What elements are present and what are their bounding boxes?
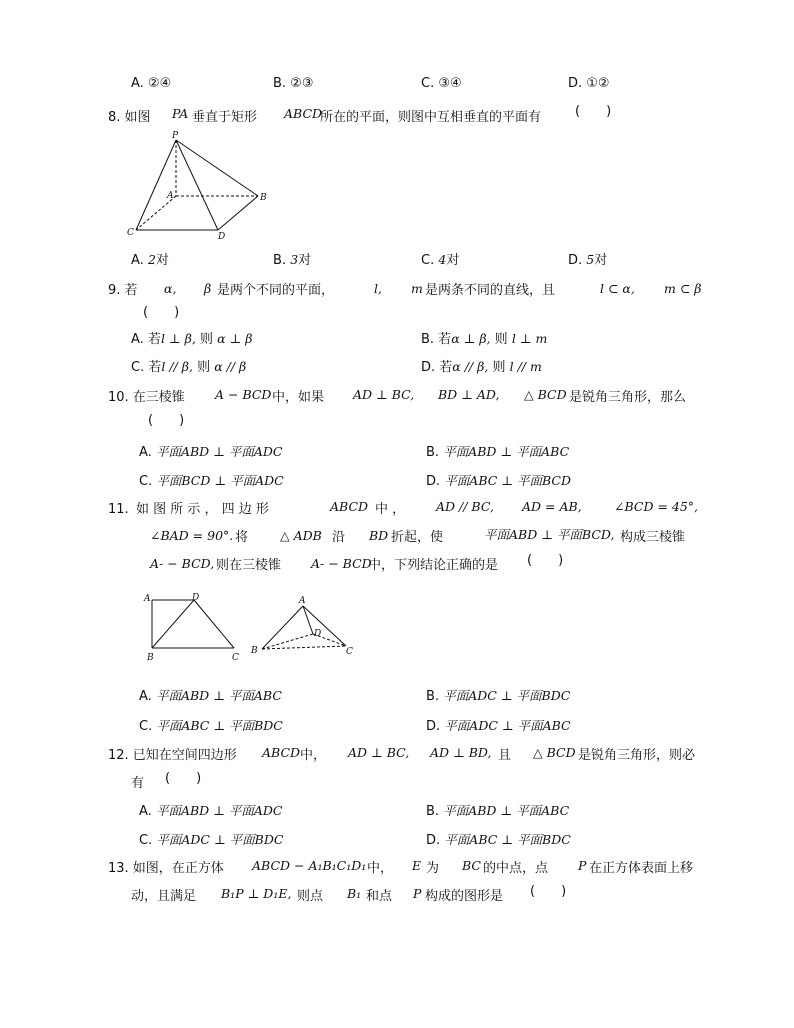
q13-math-p: P	[578, 858, 587, 873]
label-b: B	[251, 646, 258, 656]
q9-math-m-in-beta: m ⊂ β	[664, 281, 702, 296]
label-a: A	[144, 594, 151, 604]
q11-math-abcd: ABCD	[330, 499, 369, 514]
q13-math-b1: B₁	[347, 886, 362, 901]
edge-db	[218, 196, 258, 230]
q10-text-2: 是锐角三角形，那么	[569, 390, 687, 405]
q12-number: 12. 已知在空间四边形	[108, 748, 237, 763]
q13-text-2: 为	[426, 861, 440, 876]
label-a: A	[167, 191, 174, 201]
q9-text-2: 是两条不同的直线，且	[425, 283, 556, 298]
q12-option-c: C. 平面ADC ⊥ 平面BDC	[139, 832, 284, 848]
q11-answer-paren: ( )	[527, 553, 564, 568]
label-d: D	[218, 232, 226, 242]
q11-option-a: A. 平面ABD ⊥ 平面ABC	[139, 688, 282, 704]
q7-option-a: A. ②④	[131, 76, 172, 91]
q8-option-b: B. 3对	[273, 252, 312, 268]
q13-math-bc: BC	[462, 858, 481, 873]
q10-math-bcd: △ BCD	[524, 387, 567, 402]
q13-text-8: 构成的图形是	[425, 889, 504, 904]
q9-math-l-in-alpha: l ⊂ α,	[600, 281, 635, 296]
q9-option-b: B. 若α ⊥ β, 则 l ⊥ m	[421, 331, 548, 347]
q12-option-b: B. 平面ABD ⊥ 平面ABC	[426, 803, 570, 819]
q9-text: 是两个不同的平面，	[217, 283, 335, 298]
q13-number: 13. 如图，在正方体	[108, 861, 224, 876]
q9-answer-paren: ( )	[143, 305, 180, 320]
q10-math-ad-bc: AD ⊥ BC,	[353, 387, 415, 402]
q11-math-pyramid-2: A- − BCD	[311, 556, 372, 571]
label-b: B	[260, 193, 267, 203]
q11-math-pyramid: A- − BCD,	[150, 556, 215, 571]
q11-math-bd: BD	[369, 528, 389, 543]
q11-number: 11.	[108, 502, 129, 517]
q13-text: 中，	[367, 861, 394, 876]
q8-option-c: C. 4对	[421, 252, 460, 268]
q11-text-4: 沿	[332, 530, 346, 545]
q11-text: 如 图 所 示 ， 四 边 形	[136, 502, 269, 517]
q11-math-ad-ab: AD = AB,	[522, 499, 582, 514]
q9-math-m: m	[411, 281, 423, 296]
q7-option-d: D. ①②	[568, 76, 610, 91]
q12-text-4: 有	[131, 776, 145, 791]
edge-pb	[176, 140, 258, 196]
q13-math-cube: ABCD − A₁B₁C₁D₁	[252, 858, 367, 873]
q8-math-pa: PA	[172, 106, 189, 121]
label-d: D	[192, 593, 200, 603]
q8-text: 垂直于矩形	[192, 110, 258, 125]
label-d: D	[314, 629, 322, 639]
q10-text: 中，如果	[272, 390, 325, 405]
q13-math-p-2: P	[413, 886, 422, 901]
q12-text-2: 且	[498, 748, 512, 763]
q9-option-d: D. 若α // β, 则 l // m	[421, 359, 542, 375]
q8-option-a: A. 2对	[131, 252, 169, 268]
q11-figure-folded-pyramid	[248, 592, 363, 662]
q10-math-pyramid: A − BCD	[215, 387, 272, 402]
label-p: P	[172, 131, 179, 141]
q13-text-5: 动，且满足	[131, 889, 197, 904]
q8-answer-paren: ( )	[575, 104, 612, 119]
q7-option-c: C. ③④	[421, 76, 462, 91]
q13-text-3: 的中点，点	[483, 861, 549, 876]
q12-math-abcd: ABCD	[262, 745, 301, 760]
q11-math-planes: 平面ABD ⊥ 平面BCD,	[484, 527, 615, 542]
q10-number: 10. 在三棱锥	[108, 390, 185, 405]
q10-option-a: A. 平面ABD ⊥ 平面ADC	[139, 444, 283, 460]
q7-option-b: B. ②③	[273, 76, 314, 91]
q11-math-adb: △ ADB	[280, 528, 322, 543]
q13-text-7: 和点	[366, 889, 393, 904]
q12-text-3: 是锐角三角形，则必	[578, 748, 696, 763]
label-b: B	[147, 653, 154, 663]
q11-figure-quadrilateral	[142, 590, 242, 665]
q11-option-c: C. 平面ABC ⊥ 平面BDC	[139, 718, 283, 734]
q13-text-6: 则点	[297, 889, 324, 904]
q9-option-a: A. 若l ⊥ β, 则 α ⊥ β	[131, 331, 253, 347]
q8-number: 8. 如图	[108, 110, 151, 125]
q11-option-b: B. 平面ADC ⊥ 平面BDC	[426, 688, 571, 704]
q11-math-angle-bad: ∠BAD = 90°.	[150, 528, 234, 543]
q11-text-7: 则在三棱锥	[216, 558, 282, 573]
q8-figure-pyramid	[126, 130, 272, 242]
q13-text-4: 在正方体表面上移	[589, 861, 694, 876]
label-c: C	[346, 647, 353, 657]
q11-text-2: 中 ，	[375, 502, 406, 517]
q13-answer-paren: ( )	[530, 884, 567, 899]
q9-option-c: C. 若l // β, 则 α // β	[131, 359, 247, 375]
q10-option-c: C. 平面BCD ⊥ 平面ADC	[139, 473, 284, 489]
q11-option-d: D. 平面ADC ⊥ 平面ABC	[426, 718, 571, 734]
q9-math-beta: β	[204, 281, 212, 296]
q11-text-5: 折起，使	[391, 530, 444, 545]
q10-math-bd-ad: BD ⊥ AD,	[438, 387, 500, 402]
q8-option-d: D. 5对	[568, 252, 608, 268]
edge-pc	[136, 140, 176, 230]
q8-math-abcd: ABCD	[284, 106, 323, 121]
q11-text-6: 构成三棱锥	[620, 530, 686, 545]
q9-number: 9. 若	[108, 283, 138, 298]
q11-math-angle-bcd: ∠BCD = 45°,	[614, 499, 699, 514]
q11-text-3: 将	[235, 530, 249, 545]
q12-math-ad-bc: AD ⊥ BC,	[348, 745, 410, 760]
q13-math-e: E	[412, 858, 422, 873]
edge-pd	[176, 140, 218, 230]
q11-text-8: 中，下列结论正确的是	[368, 558, 499, 573]
q12-text: 中，	[300, 748, 327, 763]
label-c: C	[127, 228, 134, 238]
q10-answer-paren: ( )	[148, 413, 185, 428]
q9-math-alpha: α,	[164, 281, 177, 296]
q12-option-a: A. 平面ABD ⊥ 平面ADC	[139, 803, 283, 819]
q10-option-b: B. 平面ABD ⊥ 平面ABC	[426, 444, 570, 460]
q9-math-l: l,	[374, 281, 382, 296]
q12-math-bcd: △ BCD	[533, 745, 576, 760]
q12-option-d: D. 平面ABC ⊥ 平面BDC	[426, 832, 571, 848]
q8-text-2: 所在的平面，则图中互相垂直的平面有	[320, 110, 542, 125]
q12-answer-paren: ( )	[165, 771, 202, 786]
q10-option-d: D. 平面ABC ⊥ 平面BCD	[426, 473, 572, 489]
edge-ac	[136, 196, 176, 230]
label-c: C	[232, 653, 239, 663]
label-a: A	[299, 596, 306, 606]
q12-math-ad-bd: AD ⊥ BD,	[430, 745, 492, 760]
q13-math-b1p-d1e: B₁P ⊥ D₁E,	[221, 886, 292, 901]
q11-math-ad-bc: AD // BC,	[436, 499, 494, 514]
